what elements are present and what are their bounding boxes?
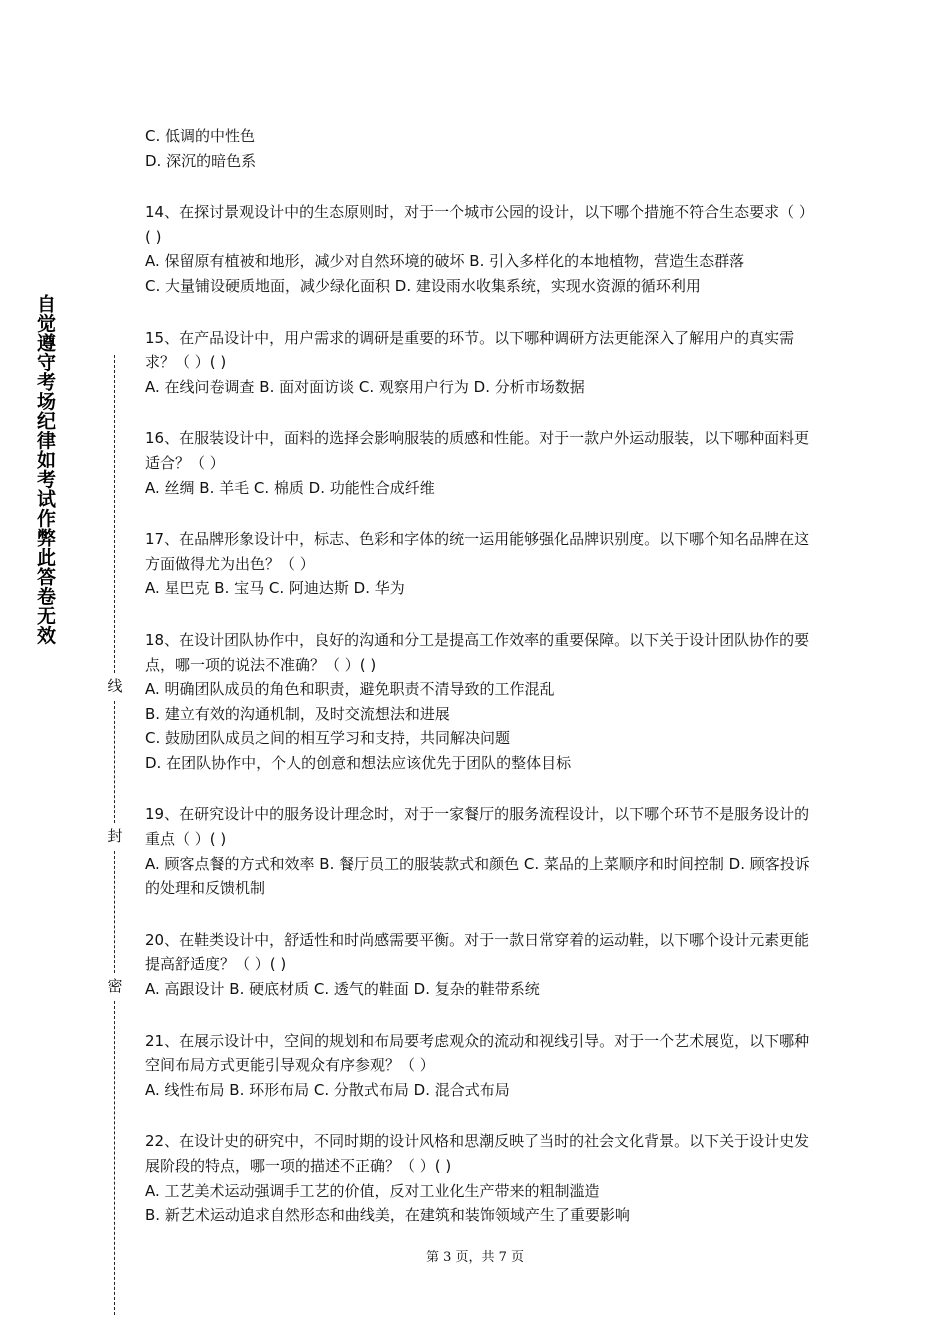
question-21: [145, 1029, 810, 1103]
question-18: [145, 628, 810, 776]
question-20: [145, 928, 810, 1002]
question-16: [145, 426, 810, 500]
question-19: [145, 802, 810, 900]
question-text: 21、在展示设计中，空间的规划和布局要考虑观众的流动和视线引导。对于一个艺术展览，以下哪种空间布局方式更能引导观众有序参观？（ ）: [145, 1031, 810, 1075]
question-text: 14、在探讨景观设计中的生态原则时，对于一个城市公园的设计，以下哪个措施不符合生态要求（ ）( ): [145, 203, 807, 246]
option-line: A. 保留原有植被和地形，减少对自然环境的破坏 B. 引入多样化的本地植物，营造生态群落: [145, 252, 745, 271]
option-line: A. 星巴克 B. 宝马 C. 阿迪达斯 D. 华为: [145, 579, 405, 598]
question-14: [145, 200, 810, 298]
question-17: [145, 527, 810, 601]
question-text: 18、在设计团队协作中，良好的沟通和分工是提高工作效率的重要保障。以下关于设计团队协作的要点，哪一项的说法不准确？（ ）( ): [145, 630, 810, 674]
option-line: A. 高跟设计 B. 硬底材质 C. 透气的鞋面 D. 复杂的鞋带系统: [145, 980, 540, 999]
question-text: 17、在品牌形象设计中，标志、色彩和字体的统一运用能够强化品牌识别度。以下哪个知名品牌在这方面做得尤为出色？（ ）: [145, 530, 810, 573]
option-line: A. 顾客点餐的方式和效率 B. 餐厅员工的服装款式和颜色 C. 菜品的上菜顺序和时间控制 D. 顾客投诉的处理和反馈机制: [145, 854, 810, 898]
question-text: 19、在研究设计中的服务设计理念时，对于一家餐厅的服务流程设计，以下哪个环节不是服务设计的重点（ ）( ): [145, 805, 810, 849]
binding-line: [104, 355, 126, 1315]
question-text: 20、在鞋类设计中，舒适性和时尚感需要平衡。对于一款日常穿着的运动鞋，以下哪个设计元素更能提高舒适度？（ ）( ): [145, 930, 810, 974]
option-line: A. 明确团队成员的角色和职责，避免职责不清导致的工作混乱: [145, 680, 555, 699]
question-text: 22、在设计史的研究中，不同时期的设计风格和思潮反映了当时的社会文化背景。以下关于设计史发展阶段的特点，哪一项的描述不正确？（ ）( ): [145, 1132, 810, 1175]
option-line: A. 工艺美术运动强调手工艺的价值，反对工业化生产带来的粗制滥造: [145, 1181, 600, 1200]
option-line: A. 线性布局 B. 环形布局 C. 分散式布局 D. 混合式布局: [145, 1080, 510, 1099]
question-22: [145, 1129, 810, 1227]
exam-discipline-warning: 自觉遵守考场纪律如考试作弊此答卷无效: [34, 294, 56, 645]
option-line: B. 建立有效的沟通机制，及时交流想法和进展: [145, 704, 450, 723]
option-line: A. 丝绸 B. 羊毛 C. 棉质 D. 功能性合成纤维: [145, 478, 435, 497]
option-line: B. 新艺术运动追求自然形态和曲线美，在建筑和装饰领域产生了重要影响: [145, 1206, 630, 1225]
option-line: D. 深沉的暗色系: [145, 151, 257, 170]
question-15: [145, 326, 810, 400]
page-number-footer: 第 3 页，共 7 页: [425, 1250, 525, 1265]
question-text: 16、在服装设计中，面料的选择会影响服装的质感和性能。对于一款户外运动服装，以下哪种面料更适合？（ ）: [145, 429, 810, 472]
binding-mark-feng: 封: [107, 827, 123, 845]
option-line: C. 鼓励团队成员之间的相互学习和支持，共同解决问题: [145, 729, 511, 748]
option-line: D. 在团队协作中，个人的创意和想法应该优先于团队的整体目标: [145, 753, 572, 772]
binding-mark-mi: 密: [107, 977, 123, 995]
option-line: C. 低调的中性色: [145, 127, 256, 145]
binding-mark-xian: 线: [107, 677, 123, 695]
option-line: A. 在线问卷调查 B. 面对面访谈 C. 观察用户行为 D. 分析市场数据: [145, 377, 585, 396]
question-content: [145, 124, 810, 1228]
question-text: 15、在产品设计中，用户需求的调研是重要的环节。以下哪种调研方法更能深入了解用户的真实需求？（ ）( ): [145, 328, 795, 372]
option-line: C. 大量铺设硬质地面，减少绿化面积 D. 建设雨水收集系统，实现水资源的循环利用: [145, 276, 701, 295]
